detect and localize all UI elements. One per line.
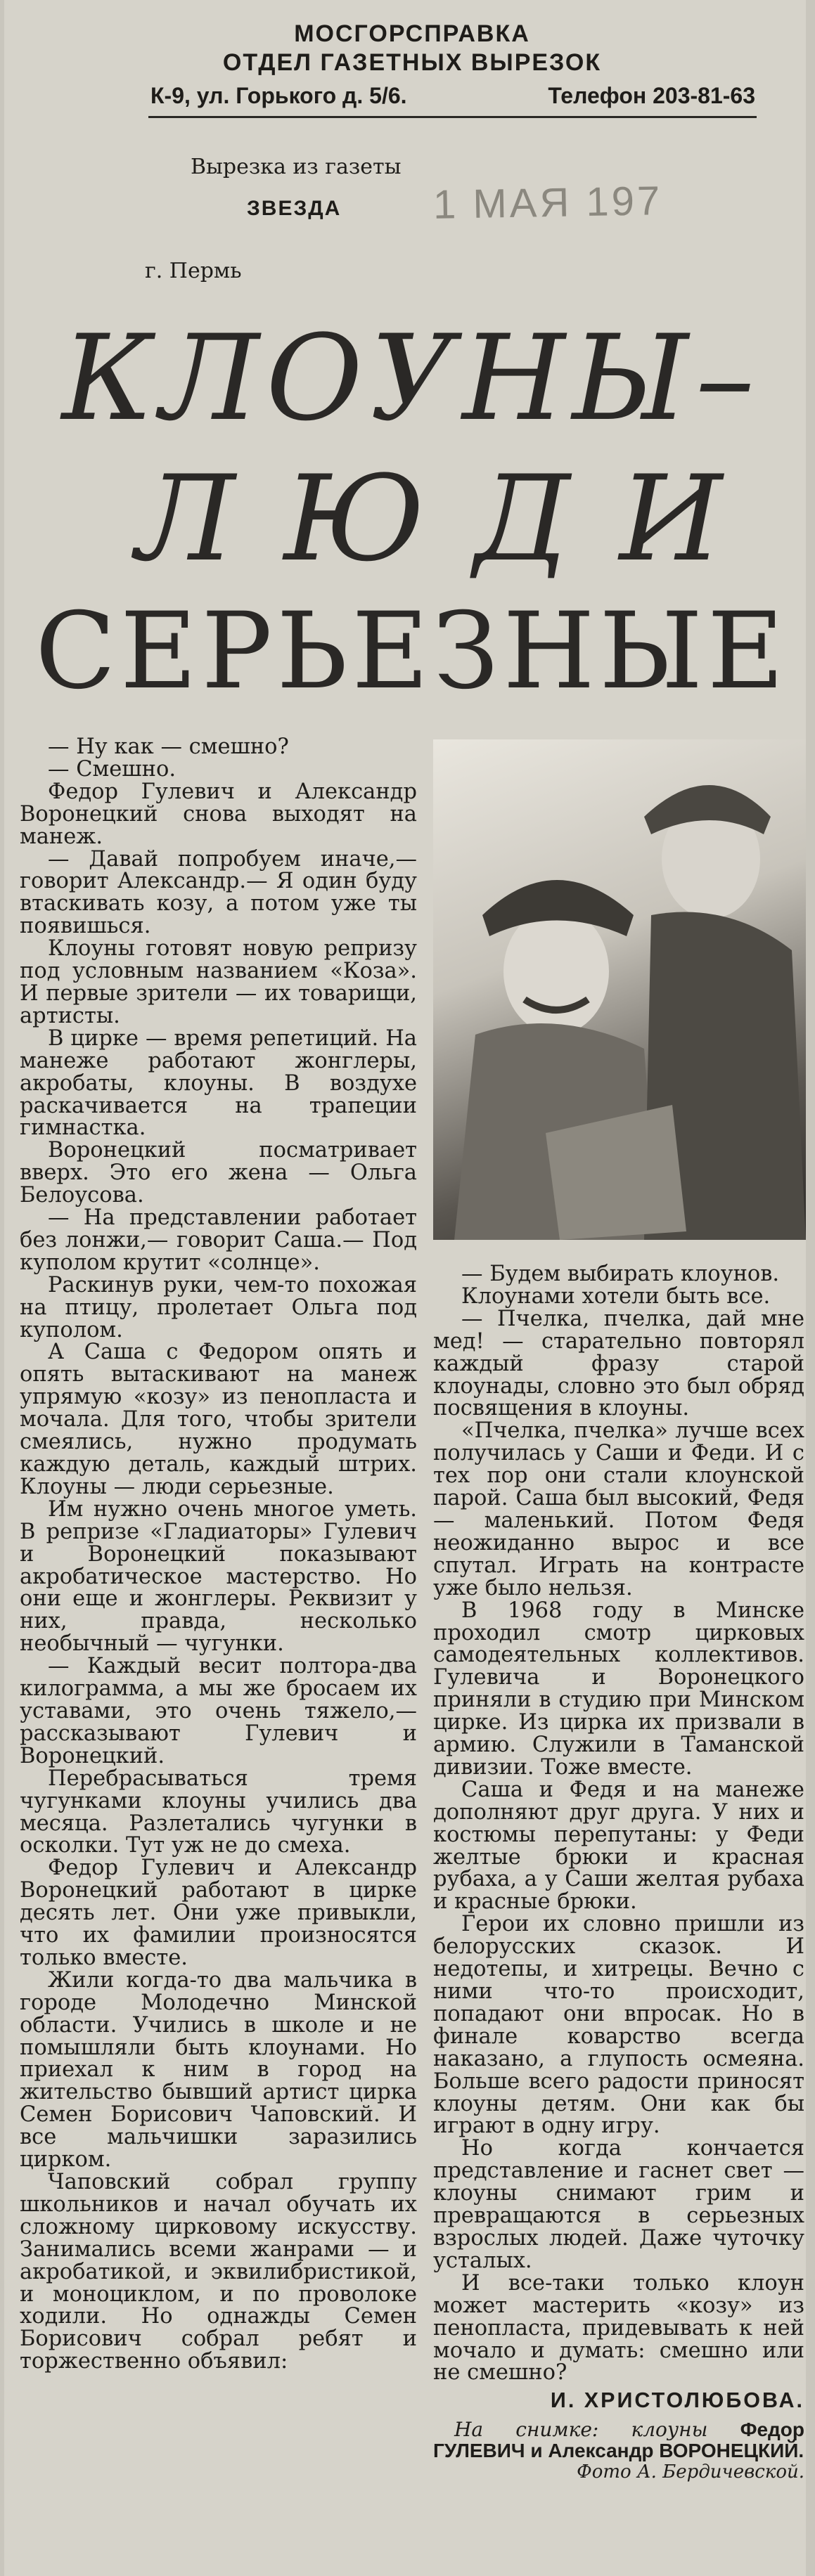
- article-paragraph: — Давай попробуем иначе,— говорит Александр.— Я один буду втаскивать козу, а потом уже ты появишься.: [20, 846, 417, 939]
- article-paragraph: В цирке — время репетиций. На манеже работают жонглеры, акробаты, клоуны. В воздухе раскачивается на трапеции гимнастка.: [20, 1025, 417, 1141]
- article-paragraph: А Саша с Федором опять и опять вытаскивают на манеж упрямую «козу» из пенопласта и мочала. Для того, чтобы зрители смеялись, нужно продумать каждую деталь, каждый штрих. Клоуны — люди серьезные.: [20, 1340, 417, 1499]
- article-column-left: [20, 736, 417, 2373]
- article-paragraph: В 1968 году в Минске проходил смотр цирковых самодеятельных коллективов. Гулевича и Воронецкого приняли в студию при Минском цирке. Из цирка их призвали в армию. Служили в Таманской дивизии. Тоже вместе.: [433, 1598, 804, 1780]
- article-paragraph: — Ну как — смешно?: [48, 734, 289, 759]
- city-name: г. Пермь: [145, 259, 242, 283]
- agency-header: [145, 20, 679, 77]
- article-paragraph: Клоунами хотели быть все.: [461, 1283, 771, 1309]
- article-paragraph: Федор Гулевич и Александр Воронецкий снова выходят на манеж.: [20, 779, 417, 849]
- article-paragraph: Раскинув руки, чем-то похожая на птицу, пролетает Ольга под куполом.: [20, 1272, 417, 1342]
- caption-names: Федор ГУЛЕВИЧ и Александр ВОРОНЕЦКИЙ.: [433, 2419, 805, 2462]
- article-paragraph: — Смешно.: [48, 756, 177, 782]
- address-line: [150, 83, 755, 109]
- phone-number: Телефон 203-81-63: [548, 83, 755, 108]
- article-paragraph: Герои их словно пришли из белорусских сказок. И недотепы, и хитрецы. Вечно с ними что-то происходит, попадают они впросак. Но в финале коварство всегда наказано, а глупость осмеяна. Больше всего радости приносят клоуны детям. Они как бы играют в одну игру.: [433, 1912, 804, 2139]
- newspaper-name: ЗВЕЗДА: [247, 197, 342, 220]
- article-paragraph: Чаповский собрал группу школьников и начал обучать их сложному цирковому искусству. Занимались всеми жанрами — и акробатикой, и эквилибристикой, и моноциклом, и по проволоке ходили. Но однажды Семен Борисович собрал ребят и торжественно объявил:: [20, 2170, 417, 2374]
- article-paragraph: Воронецкий посматривает вверх. Это его жена — Ольга Белоусова.: [20, 1138, 417, 1208]
- article-paragraph: — Будем выбирать клоунов.: [461, 1262, 780, 1286]
- article-paragraph: — Пчелка, пчелка, дай мне мед! — старательно повторял каждый фразу старой клоунады, словно это был обряд посвящения в клоуны.: [433, 1306, 804, 1421]
- clowns-photo: [433, 739, 806, 1240]
- date-stamp: 1 МАЯ 197: [432, 178, 663, 228]
- article-paragraph: Саша и Федя и на манеже дополняют друг друга. У них и костюмы перепутаны: у Феди желтые брюки и красная рубаха, а у Саши желтая рубаха и красные брюки.: [433, 1777, 804, 1915]
- headline-line-3: СЕРЬЕЗНЫЕ: [34, 590, 789, 713]
- headline-line-1: КЛОУНЫ–: [61, 309, 762, 447]
- clipping-sheet: [4, 0, 806, 2576]
- clowns-photo-illustration: [433, 739, 806, 1240]
- article-column-right-body: [433, 1263, 804, 2384]
- headline-line-2: ЛЮДИ: [136, 450, 772, 588]
- article-paragraph: Перебрасываться тремя чугунками клоуны учились два месяца. Разлетались чугунки в осколки. Тут уж не до смеха.: [20, 1766, 417, 1858]
- photo-credit: Фото А. Бердичевской.: [577, 2461, 804, 2483]
- article-paragraph: Им нужно очень многое уметь. В репризе «Гладиаторы» Гулевич и Воронецкий показывают акробатическое мастерство. Но они еще и жонглеры. Реквизит у них, правда, несколько необычный — чугунки.: [20, 1496, 417, 1657]
- author-signature: И. ХРИСТОЛЮБОВА.: [550, 2388, 804, 2413]
- article-paragraph: Клоуны готовят новую репризу под условным названием «Коза». И первые зрители — их товарищи, артисты.: [20, 936, 417, 1028]
- article-paragraph: Федор Гулевич и Александр Воронецкий работают в цирке десять лет. Они уже привыкли, что их фамилии произносятся только вместе.: [20, 1856, 417, 1970]
- article-paragraph: И все-таки только клоун может мастерить «козу» из пенопласта, придевывать к ней мочало и думать: смешно или не смешно?: [433, 2270, 804, 2386]
- department-name: ОТДЕЛ ГАЗЕТНЫХ ВЫРЕЗОК: [222, 49, 602, 76]
- header-rule: [148, 116, 757, 118]
- article-paragraph: — Каждый весит полтора-два килограмма, а мы же бросаем их уставами, это очень тяжело,— рассказывают Гулевич и Воронецкий.: [20, 1654, 417, 1768]
- clipping-label: Вырезка из газеты: [191, 155, 402, 179]
- caption-prefix: На снимке: клоуны: [454, 2418, 708, 2442]
- article-paragraph: Жили когда-то два мальчика в городе Молодечно Минской области. Учились в школе и не помышляли быть клоунами. Но приехал к ним в город на жительство бывший артист цирка Семен Борисович Чаповский. И все мальчишки заразились цирком.: [20, 1967, 417, 2173]
- article-column-right: [433, 1263, 804, 2484]
- agency-name: МОСГОРСПРАВКА: [294, 20, 530, 47]
- article-paragraph: Но когда кончается представление и гаснет свет — клоуны снимают грим и превращаются в серьезных взрослых людей. Даже чуточку усталых.: [433, 2136, 804, 2273]
- article-paragraph: «Пчелка, пчелка» лучше всех получилась у Саши и Феди. И с тех пор они стали клоунской парой. Саша был высокий, Федя — маленький. Потом Федя неожиданно вырос и все спутал. Играть на контрасте уже было нельзя.: [433, 1418, 804, 1600]
- street-address: К-9, ул. Горького д. 5/6.: [150, 83, 407, 108]
- photo-caption: [433, 2419, 804, 2461]
- article-paragraph: — На представлении работает без лонжи,— говорит Саша.— Под куполом крутит «солнце».: [20, 1205, 417, 1275]
